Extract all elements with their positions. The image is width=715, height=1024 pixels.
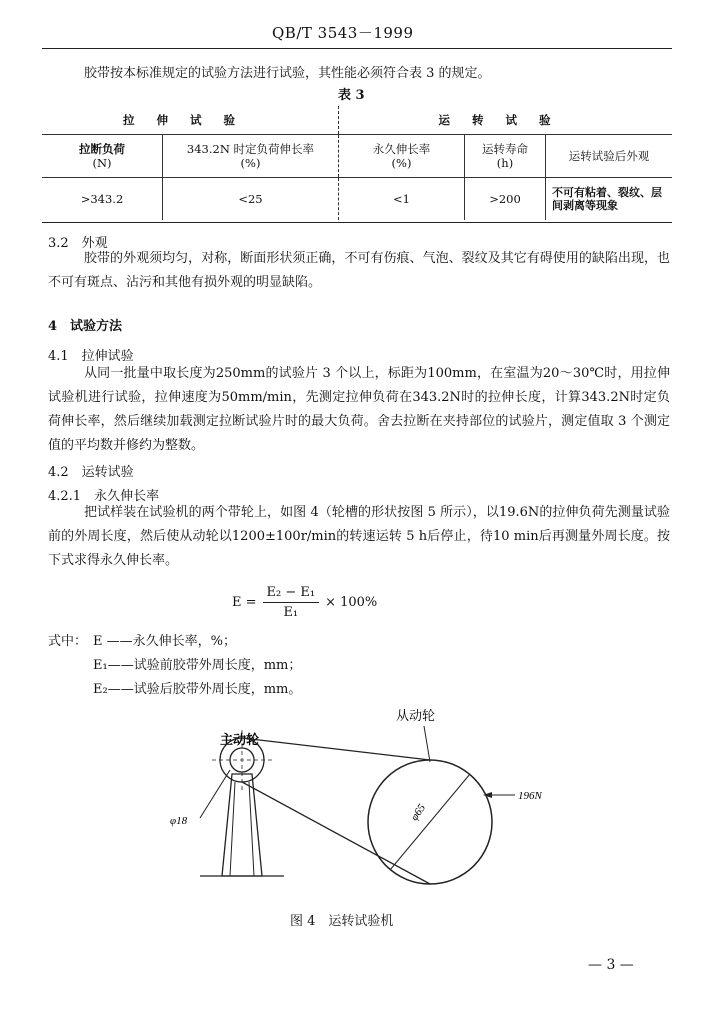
belt-upper — [242, 738, 430, 760]
formula-denominator: E₁ — [283, 605, 299, 620]
where-e: E ——永久伸长率，%； — [93, 634, 236, 649]
cell-appearance: 不可有粘着、裂纹、层间剥离等现象 — [546, 178, 673, 221]
formula-numerator: E₂ − E₁ — [263, 585, 320, 603]
where-e2: E₂——试验后胶带外周长度，mm。 — [93, 682, 302, 697]
col-running-life-label: 运转寿命 — [482, 142, 528, 156]
col-break-load — [42, 135, 163, 178]
section-4-2-1-text: 把试样装在试验机的两个带轮上，如图 4（轮槽的形状按图 5 所示），以19.6N的拉伸负荷先测量试验前的外周长度，然后使从动轮以1200±100r/min的转速运转 5 h后停止，待10 min后再测量外周长度。按下式求得永久伸长率。 — [48, 505, 670, 568]
col-permanent-label: 永久伸长率 — [372, 142, 431, 156]
cell-permanent-elongation: <1 — [339, 178, 465, 221]
section-4-heading: 4 试验方法 — [48, 319, 123, 334]
section-3-2-text: 胶带的外观须均匀，对称，断面形状须正确，不可有伤痕、气泡、裂纹及其它有碍使用的缺陷出现，也不可有斑点、沾污和其他有损外观的明显缺陷。 — [48, 251, 670, 290]
label-driving-pulley: 主动轮 — [220, 732, 260, 747]
col-break-load-unit: (N) — [92, 156, 112, 170]
table-group-row — [42, 106, 672, 135]
label-driven-pulley: 从动轮 — [396, 708, 436, 723]
driven-leader-line — [424, 726, 430, 762]
elongation-formula — [232, 585, 377, 620]
col-elongation — [163, 135, 339, 178]
col-elongation-unit: (%) — [240, 156, 261, 170]
table-bottom-rule — [42, 222, 672, 223]
label-large-diameter: φ65 — [408, 802, 429, 823]
table-row — [42, 178, 672, 221]
col-break-load-label: 拉断负荷 — [79, 142, 125, 156]
stand-inner-right — [249, 782, 254, 876]
header-rule — [42, 48, 672, 49]
cell-running-life: >200 — [465, 178, 546, 221]
col-elongation-label: 343.2N 时定负荷伸长率 — [186, 142, 315, 156]
col-appearance — [546, 135, 673, 178]
performance-table — [42, 106, 672, 220]
test-machine-figure — [170, 700, 560, 905]
figure-caption: 图 4 运转试验机 — [290, 914, 394, 929]
col-permanent-unit: (%) — [391, 156, 412, 170]
section-4-2-1-heading: 4.2.1 永久伸长率 — [48, 489, 160, 504]
group-tensile-header: 拉伸试验 — [42, 106, 339, 135]
col-appearance-label: 运转试验后外观 — [568, 149, 650, 163]
section-4-1-text: 从同一批量中取长度为250mm的试验片 3 个以上，标距为100mm，在室温为20～30℃时，用拉伸试验机进行试验，拉伸速度为50mm/min，先测定拉伸负荷在343.2N时的拉伸长度，计算343.2N时定负荷伸长率，然后继续加载测定拉断试验片时的最大负荷。舍去拉断在夹持部位的试验片，测定值取 3 个测定值的平均数并修约为整数。 — [48, 366, 670, 453]
section-4-2-heading: 4.2 运转试验 — [48, 465, 134, 480]
label-small-diameter: φ18 — [170, 815, 188, 827]
section-3-2-heading: 3.2 外观 — [48, 236, 108, 251]
formula-rhs: × 100% — [325, 595, 378, 610]
col-permanent-elongation — [339, 135, 465, 178]
cell-break-load: >343.2 — [80, 192, 124, 206]
section-4-1-heading: 4.1 拉伸试验 — [48, 349, 134, 364]
page-number: — 3 — — [588, 957, 634, 973]
col-running-life — [465, 135, 546, 178]
table-column-row — [42, 135, 672, 178]
driven-diameter-line — [390, 774, 470, 870]
belt-lower — [242, 782, 430, 884]
small-diameter-leader — [200, 770, 230, 818]
formula-fraction — [263, 585, 320, 620]
cell-elongation: <25 — [163, 178, 339, 221]
where-e1: E₁——试验前胶带外周长度，mm； — [93, 658, 302, 673]
intro-paragraph: 胶带按本标准规定的试验方法进行试验，其性能必须符合表 3 的规定。 — [84, 66, 491, 81]
stand-inner-left — [230, 782, 235, 876]
table-caption: 表 3 — [338, 88, 365, 103]
group-running-header: 运转试验 — [339, 106, 673, 135]
col-running-life-unit: (h) — [496, 156, 514, 170]
label-force: 196N — [518, 790, 542, 802]
standard-code-header: QB/T 3543－1999 — [272, 24, 414, 42]
formula-lhs: E = — [232, 595, 257, 610]
where-intro: 式中： — [48, 634, 88, 649]
